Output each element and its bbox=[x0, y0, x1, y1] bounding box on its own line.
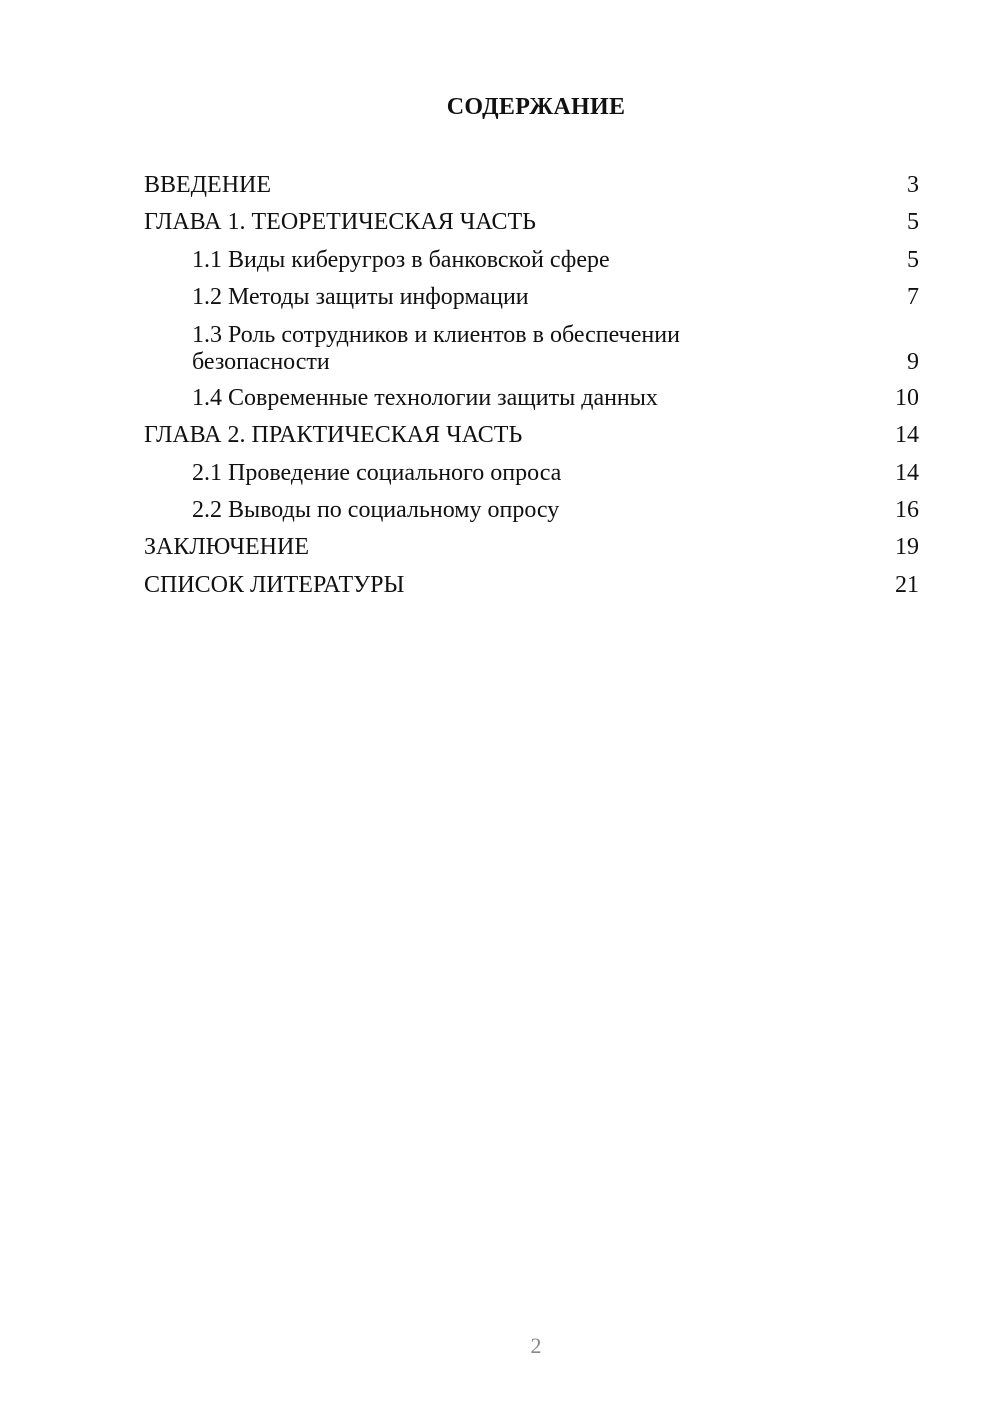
toc-entry-label: 1.4 Современные технологии защиты данных bbox=[192, 385, 658, 412]
table-of-contents bbox=[144, 167, 919, 604]
toc-entry-page: 3 bbox=[907, 172, 919, 198]
toc-entry-conclusion[interactable] bbox=[144, 529, 919, 566]
toc-entry-section-2-1[interactable] bbox=[144, 455, 919, 492]
toc-entry-label: 1.1 Виды киберугроз в банковской сфере bbox=[192, 246, 610, 273]
toc-entry-page: 7 bbox=[907, 283, 919, 310]
toc-entry-label: 2.1 Проведение социального опроса bbox=[192, 459, 562, 486]
toc-entry-section-1-4[interactable] bbox=[144, 380, 919, 417]
toc-entry-label: ГЛАВА 2. ПРАКТИЧЕСКАЯ ЧАСТЬ bbox=[144, 422, 523, 449]
toc-entry-label: ЗАКЛЮЧЕНИЕ bbox=[144, 534, 309, 561]
toc-entry-page: 9 bbox=[907, 349, 919, 376]
page-title: СОДЕРЖАНИЕ bbox=[446, 94, 626, 120]
toc-entry-section-1-1[interactable] bbox=[144, 242, 919, 279]
toc-entry-label-line-1: 1.3 Роль сотрудников и клиентов в обеспечении bbox=[192, 322, 680, 349]
toc-entry-page: 19 bbox=[895, 534, 919, 561]
toc-entry-page: 21 bbox=[895, 571, 919, 598]
toc-entry-chapter-1[interactable] bbox=[144, 204, 919, 241]
toc-entry-label: ВВЕДЕНИЕ bbox=[144, 172, 272, 198]
toc-entry-page: 16 bbox=[895, 497, 919, 524]
toc-entry-section-2-2[interactable] bbox=[144, 492, 919, 529]
toc-entry-label: СПИСОК ЛИТЕРАТУРЫ bbox=[144, 571, 405, 598]
page-number: 2 bbox=[530, 1333, 542, 1358]
toc-entry-label: 1.2 Методы защиты информации bbox=[192, 283, 529, 310]
toc-entry-page: 10 bbox=[895, 385, 919, 412]
toc-entry-label: 2.2 Выводы по социальному опросу bbox=[192, 497, 560, 524]
toc-entry-label bbox=[192, 316, 889, 380]
toc-entry-page: 5 bbox=[907, 246, 919, 273]
toc-entry-references[interactable] bbox=[144, 567, 919, 604]
toc-entry-label-line-2: безопасности bbox=[192, 349, 330, 376]
toc-entry-page: 14 bbox=[895, 459, 919, 486]
toc-entry-section-1-3[interactable] bbox=[144, 316, 919, 380]
toc-entry-chapter-2[interactable] bbox=[144, 417, 919, 454]
toc-entry-section-1-2[interactable] bbox=[144, 279, 919, 316]
toc-entry-introduction[interactable] bbox=[144, 167, 919, 204]
toc-entry-page: 14 bbox=[895, 422, 919, 449]
toc-entry-page: 5 bbox=[907, 209, 919, 236]
toc-entry-label: ГЛАВА 1. ТЕОРЕТИЧЕСКАЯ ЧАСТЬ bbox=[144, 209, 536, 236]
